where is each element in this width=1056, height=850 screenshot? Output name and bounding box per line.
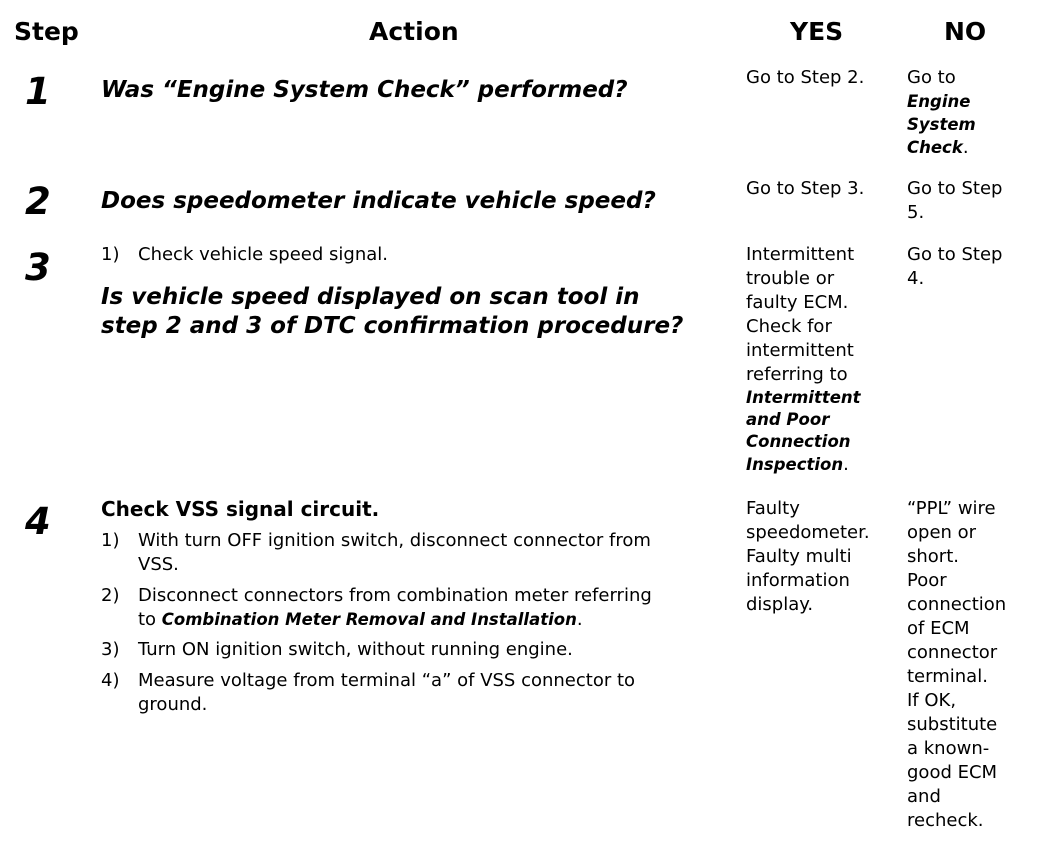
step-1-no-ref-3: Check <box>907 138 963 157</box>
step-4-item-1-num: 1) <box>101 530 120 551</box>
step-3-yes-ref: Connection <box>746 432 851 451</box>
step-4-item-2-suffix: . <box>576 609 583 630</box>
step-2-yes: Go to Step 3. <box>746 178 865 199</box>
step-4-yes-line: information <box>746 570 850 591</box>
step-4-no-line: terminal. <box>907 666 988 687</box>
step-4-item-4-line-2: ground. <box>138 694 208 715</box>
step-4-item-4 <box>101 669 726 717</box>
step-number-3: 3 <box>25 246 51 289</box>
step-3-item-1-num: 1) <box>101 244 120 265</box>
step-4-title: Check VSS signal circuit. <box>101 497 380 521</box>
step-4-item-1-line-1: With turn OFF ignition switch, disconnect connector from <box>138 530 651 551</box>
header-action: Action <box>369 17 459 46</box>
step-4-no-line: open or <box>907 522 977 543</box>
step-3-yes-line: trouble or <box>746 268 835 289</box>
step-4-item-2-ref: Combination Meter Removal and Installation <box>161 610 577 629</box>
step-3-yes-line: Intermittent <box>746 244 855 265</box>
step-3-yes-ref: Inspection <box>746 455 844 474</box>
step-number-2: 2 <box>25 180 51 223</box>
step-3-yes-line: intermittent <box>746 340 854 361</box>
step-4-no-line: connection <box>907 594 1007 615</box>
step-3-yes-line: Check for <box>746 316 832 337</box>
step-3-yes-suffix: . <box>843 454 849 475</box>
step-2-no-line-1: Go to Step <box>907 178 1003 199</box>
step-4-yes-line: speedometer. <box>746 522 870 543</box>
step-1-no-suffix: . <box>962 137 969 158</box>
step-number-1: 1 <box>25 70 51 113</box>
step-3-item-1-text: Check vehicle speed signal. <box>138 244 388 265</box>
step-2-question: Does speedometer indicate vehicle speed? <box>101 188 656 214</box>
step-3-no-line-2: 4. <box>907 268 925 289</box>
step-1-no-ref-1: Engine <box>907 92 971 111</box>
header-yes: YES <box>790 17 844 46</box>
step-4-item-2-prefix: to <box>138 609 162 630</box>
step-4-no-line: of ECM <box>907 618 970 639</box>
step-1-yes: Go to Step 2. <box>746 67 865 88</box>
step-3-yes-ref: and Poor <box>746 410 830 429</box>
step-number-4: 4 <box>25 500 51 543</box>
step-3-yes-ref: Intermittent <box>746 388 861 407</box>
step-4-yes-line: Faulty multi <box>746 546 852 567</box>
step-4-no-line: connector <box>907 642 998 663</box>
step-3-question-line-1: Is vehicle speed displayed on scan tool in <box>101 284 640 310</box>
step-3-yes <box>746 243 896 477</box>
step-4-item-1-line-2: VSS. <box>138 554 179 575</box>
step-4-item-4-num: 4) <box>101 670 120 691</box>
step-4-no-line: substitute <box>907 714 998 735</box>
step-4-yes <box>746 497 896 617</box>
step-4-no-line: Poor <box>907 570 947 591</box>
step-3-question-line-2: step 2 and 3 of DTC confirmation procedure? <box>101 313 684 339</box>
step-4-no-line: good ECM <box>907 762 998 783</box>
step-1-no-prefix: Go to <box>907 67 956 88</box>
step-4-no-line: a known- <box>907 738 990 759</box>
step-3-yes-line: faulty ECM. <box>746 292 849 313</box>
step-4-item-4-line-1: Measure voltage from terminal “a” of VSS connector to <box>138 670 636 691</box>
step-3-no-line-1: Go to Step <box>907 244 1003 265</box>
step-4-yes-line: Faulty <box>746 498 800 519</box>
step-2-no <box>907 177 1047 225</box>
step-4-no-line: short. <box>907 546 959 567</box>
step-2-no-line-2: 5. <box>907 202 925 223</box>
step-4-item-2 <box>101 584 726 632</box>
step-1-no-ref-2: System <box>907 115 976 134</box>
step-3-item-1 <box>101 243 726 267</box>
step-4-item-2-num: 2) <box>101 585 120 606</box>
header-no: NO <box>944 17 987 46</box>
step-4-item-2-line-1: Disconnect connectors from combination meter referring <box>138 585 652 606</box>
step-4-no <box>907 497 1047 833</box>
step-4-no-line: If OK, <box>907 690 957 711</box>
step-1-question: Was “Engine System Check” performed? <box>101 77 628 103</box>
step-1-no <box>907 66 1047 160</box>
step-4-item-1 <box>101 529 726 577</box>
step-3-no <box>907 243 1047 291</box>
step-3-yes-line: referring to <box>746 364 848 385</box>
step-4-no-line: and <box>907 786 941 807</box>
step-4-no-line: “PPL” wire <box>907 498 996 519</box>
step-4-yes-line: display. <box>746 594 814 615</box>
step-4-item-3 <box>101 638 726 662</box>
header-step: Step <box>14 17 79 46</box>
step-4-item-3-text: Turn ON ignition switch, without running engine. <box>138 639 573 660</box>
step-4-no-line: recheck. <box>907 810 984 831</box>
step-3-question <box>101 283 741 341</box>
step-4-item-3-num: 3) <box>101 639 120 660</box>
